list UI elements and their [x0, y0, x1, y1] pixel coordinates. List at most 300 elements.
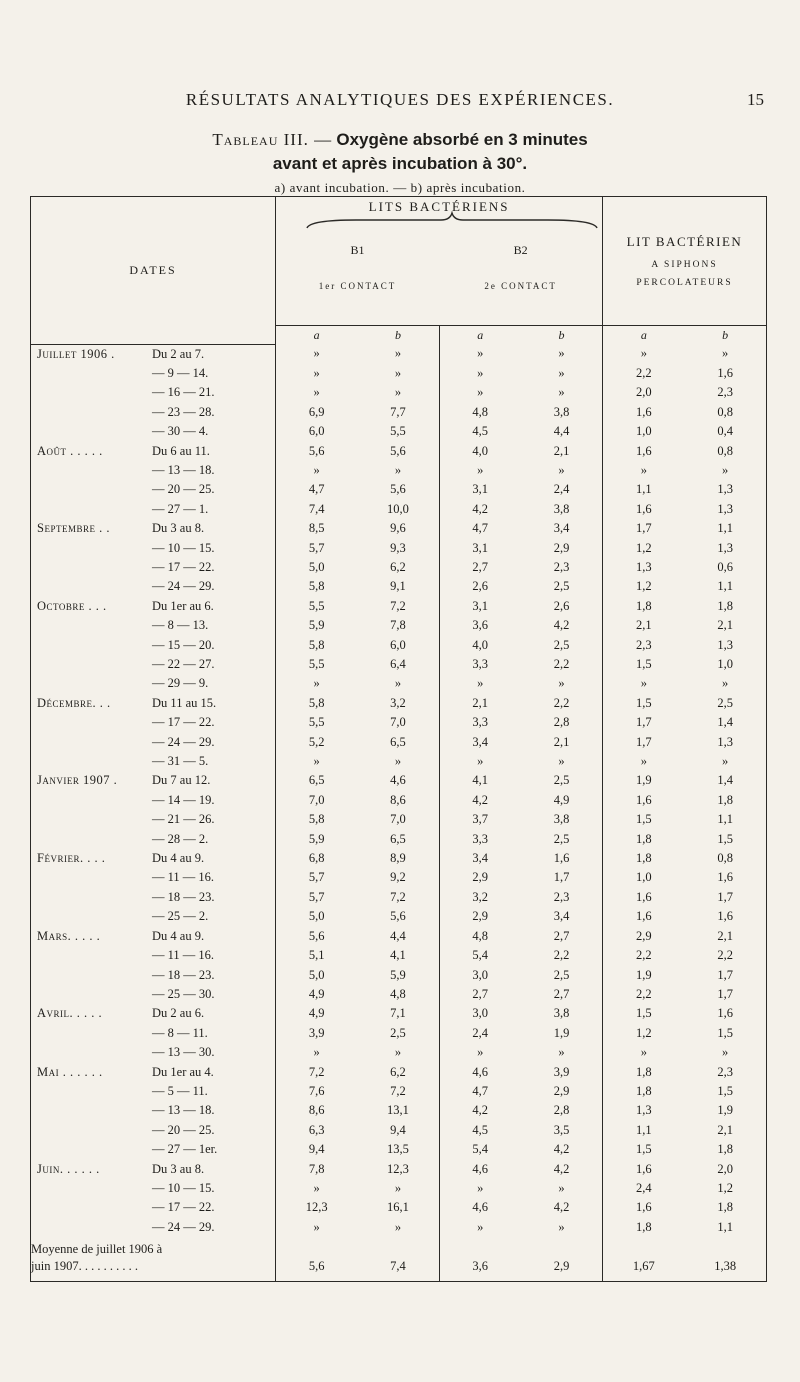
- value-b2-a: 3,4: [472, 734, 489, 749]
- value-b1-b: 9,1: [357, 577, 439, 596]
- value-b2-b: 2,8: [521, 1101, 603, 1120]
- value-b1-a: 5,5: [308, 598, 325, 613]
- month-label: Septembre . .: [37, 521, 110, 536]
- header-b2-sub: 2e CONTACT: [484, 281, 557, 291]
- value-b2-a: »: [477, 1045, 484, 1060]
- value-b1-a: 5,7: [308, 889, 325, 904]
- value-b2-a: 4,6: [472, 1200, 489, 1215]
- date-range: — 18 — 23.: [152, 967, 215, 982]
- average-label-line2: juin 1907. . . . . . . . . .: [31, 1259, 138, 1274]
- table-row: [31, 849, 767, 868]
- date-range: — 29 — 9.: [152, 676, 209, 691]
- table-row: [31, 539, 767, 558]
- date-range: — 17 — 22.: [152, 715, 215, 730]
- value-lit-a: 1,6: [636, 404, 652, 419]
- value-b2-b: 2,5: [521, 577, 603, 596]
- date-cell: [31, 1063, 276, 1082]
- value-b2-b: 2,9: [521, 1082, 603, 1101]
- value-b2-a: 3,3: [472, 831, 489, 846]
- table-row: [31, 1004, 767, 1023]
- date-range: — 13 — 18.: [152, 1103, 215, 1118]
- value-b2-a: »: [477, 462, 484, 477]
- table-row: [31, 616, 767, 635]
- value-lit-a: 2,1: [636, 618, 652, 633]
- date-cell: [31, 810, 276, 829]
- header-lit-sub2: PERCOLATEURS: [636, 278, 733, 288]
- value-b2-b: »: [521, 1043, 603, 1062]
- date-range: Du 11 au 15.: [152, 695, 217, 710]
- value-b2-a: 3,1: [472, 482, 489, 497]
- value-b1-b: 7,0: [357, 713, 439, 732]
- value-b2-b: 2,5: [521, 771, 603, 790]
- value-lit-a: 1,5: [636, 812, 652, 827]
- value-b1-a: 6,8: [308, 851, 325, 866]
- average-row: [31, 1237, 767, 1275]
- value-b2-b: 3,9: [521, 1063, 603, 1082]
- value-lit-a: 1,5: [636, 695, 652, 710]
- value-lit-b: 0,4: [684, 422, 766, 441]
- table-row: [31, 422, 767, 441]
- value-b1-a: 5,9: [308, 831, 325, 846]
- value-b1-b: 9,2: [357, 868, 439, 887]
- value-b2-a: 4,2: [472, 792, 489, 807]
- value-b1-b: 6,5: [357, 733, 439, 752]
- table-row: [31, 674, 767, 693]
- table-row: [31, 1024, 767, 1043]
- value-lit-a: 1,6: [636, 1161, 652, 1176]
- date-range: — 11 — 16.: [152, 948, 215, 963]
- value-b1-a: 5,2: [308, 734, 325, 749]
- results-table: [30, 196, 767, 1282]
- value-b2-b: 3,4: [521, 519, 603, 538]
- value-lit-a: 1,3: [636, 559, 652, 574]
- table-row: [31, 442, 767, 461]
- value-b1-a: 5,5: [308, 657, 325, 671]
- value-b2-a: 4,7: [472, 1083, 489, 1098]
- date-cell: [31, 888, 276, 907]
- date-cell: [31, 674, 276, 693]
- average-label: [31, 1237, 276, 1275]
- value-b1-a: 7,4: [308, 501, 325, 516]
- value-lit-b: 1,1: [684, 519, 766, 538]
- value-lit-b: 2,3: [684, 1063, 766, 1082]
- value-lit-b: 1,8: [684, 1198, 766, 1217]
- value-b2-b: 2,4: [521, 480, 603, 499]
- value-b2-a: 2,6: [472, 579, 489, 594]
- value-lit-a: 2,0: [636, 385, 652, 400]
- value-lit-b: 0,6: [684, 558, 766, 577]
- date-cell: [31, 771, 276, 790]
- value-b1-a: »: [313, 676, 320, 691]
- value-b2-b: »: [521, 752, 603, 771]
- value-b1-a: »: [313, 1045, 320, 1060]
- date-cell: [31, 791, 276, 810]
- value-lit-a: 1,3: [636, 1103, 652, 1118]
- date-cell: [31, 636, 276, 655]
- value-b1-b: »: [357, 461, 439, 480]
- value-b2-a: 2,7: [472, 986, 489, 1001]
- date-range: — 11 — 16.: [152, 870, 215, 885]
- date-range: — 23 — 28.: [152, 404, 215, 419]
- value-lit-a: 1,0: [636, 870, 652, 885]
- value-b2-a: 3,4: [472, 851, 489, 866]
- header-lits-bacteriens: [276, 197, 603, 326]
- value-b2-a: 2,1: [472, 695, 489, 710]
- value-b2-b: 3,5: [521, 1121, 603, 1140]
- value-b1-a: »: [313, 754, 320, 769]
- value-lit-a: 1,2: [636, 1025, 652, 1040]
- date-range: — 10 — 15.: [152, 540, 215, 555]
- value-lit-a: 1,9: [636, 967, 652, 982]
- value-b1-a: »: [313, 1180, 320, 1195]
- value-lit-a: 2,2: [636, 948, 652, 963]
- date-cell: [31, 344, 276, 364]
- month-label: Février. . . .: [37, 851, 106, 866]
- value-lit-a: 1,9: [636, 773, 652, 788]
- value-lit-b: 1,4: [684, 771, 766, 790]
- value-b2-a: »: [477, 1219, 484, 1234]
- value-b2-b: 2,2: [521, 694, 603, 713]
- value-lit-b: 1,3: [684, 539, 766, 558]
- value-lit-a: 1,7: [636, 734, 652, 749]
- month-label: Juillet 1906 .: [37, 346, 115, 361]
- table-row: [31, 752, 767, 771]
- value-b1-b: »: [357, 752, 439, 771]
- value-lit-b: 1,3: [684, 480, 766, 499]
- value-lit-a: 1,6: [636, 1200, 652, 1215]
- table-row: [31, 558, 767, 577]
- table-row: [31, 810, 767, 829]
- table-row: [31, 636, 767, 655]
- value-lit-a: 1,6: [636, 443, 652, 458]
- value-lit-a: 1,8: [636, 851, 652, 866]
- table-row: [31, 771, 767, 790]
- value-lit-b: 1,6: [684, 364, 766, 383]
- table-row: [31, 985, 767, 1004]
- average-lit-b: 1,38: [684, 1237, 766, 1275]
- subheader-b1-b: b: [357, 326, 439, 345]
- value-b1-a: 3,9: [308, 1025, 325, 1040]
- date-cell: [31, 422, 276, 441]
- value-b1-b: 6,2: [357, 558, 439, 577]
- value-lit-a: 2,4: [636, 1180, 652, 1195]
- date-cell: [31, 655, 276, 674]
- value-b2-a: 2,7: [472, 559, 489, 574]
- value-b1-b: 5,6: [357, 442, 439, 461]
- value-b1-b: 8,6: [357, 791, 439, 810]
- value-b1-b: 6,5: [357, 830, 439, 849]
- value-b1-b: 6,0: [357, 636, 439, 655]
- value-lit-a: 1,0: [636, 424, 652, 439]
- value-b2-b: »: [521, 383, 603, 402]
- value-b2-b: 3,8: [521, 500, 603, 519]
- value-lit-a: 1,1: [636, 1122, 652, 1137]
- value-b1-b: 10,0: [357, 500, 439, 519]
- value-lit-a: »: [640, 346, 647, 361]
- value-lit-b: 1,5: [684, 1082, 766, 1101]
- running-title: RÉSULTATS ANALYTIQUES DES EXPÉRIENCES.: [185, 90, 615, 109]
- value-lit-b: »: [684, 674, 766, 693]
- value-b1-b: 16,1: [357, 1198, 439, 1217]
- value-b1-a: 4,9: [308, 986, 325, 1001]
- value-b2-b: 4,2: [521, 616, 603, 635]
- table-row: [31, 480, 767, 499]
- value-b2-b: 4,2: [521, 1140, 603, 1159]
- value-lit-a: 1,8: [636, 598, 652, 613]
- value-b1-b: 9,6: [357, 519, 439, 538]
- value-b2-a: 3,6: [472, 618, 489, 633]
- value-b1-a: 7,6: [308, 1083, 325, 1098]
- value-lit-b: 1,8: [684, 791, 766, 810]
- date-cell: [31, 461, 276, 480]
- value-b1-a: 4,9: [308, 1006, 325, 1021]
- value-lit-a: 1,8: [636, 831, 652, 846]
- value-b1-b: 5,6: [357, 480, 439, 499]
- value-b2-a: 4,2: [472, 1103, 489, 1118]
- value-b2-a: 4,6: [472, 1161, 489, 1176]
- value-b2-b: 2,9: [521, 539, 603, 558]
- table-title-line1: Oxygène absorbé en 3 minutes: [336, 130, 588, 149]
- value-b2-a: »: [477, 346, 484, 361]
- table-row: [31, 1121, 767, 1140]
- value-lit-b: 1,1: [684, 1218, 766, 1237]
- value-b2-a: 4,0: [472, 443, 489, 458]
- value-b2-a: 3,3: [472, 715, 489, 730]
- value-b1-b: 4,4: [357, 927, 439, 946]
- value-b2-a: »: [477, 754, 484, 769]
- value-b1-a: 8,5: [308, 521, 325, 536]
- date-range: Du 1er au 4.: [152, 1064, 214, 1079]
- value-b1-a: 5,0: [308, 909, 325, 924]
- value-b1-a: 8,6: [308, 1103, 325, 1118]
- value-b1-a: 5,8: [308, 579, 325, 594]
- table-row: [31, 500, 767, 519]
- value-b2-b: 2,6: [521, 597, 603, 616]
- date-range: Du 1er au 6.: [152, 598, 214, 613]
- value-lit-a: 1,8: [636, 1219, 652, 1234]
- date-cell: [31, 733, 276, 752]
- month-label: Janvier 1907 .: [37, 773, 118, 788]
- value-b1-b: 7,2: [357, 597, 439, 616]
- value-b1-a: 5,7: [308, 540, 325, 555]
- value-lit-b: 1,3: [684, 733, 766, 752]
- value-lit-b: 1,6: [684, 907, 766, 926]
- value-b2-b: 2,3: [521, 558, 603, 577]
- value-b1-a: »: [313, 365, 320, 380]
- value-b1-b: 13,1: [357, 1101, 439, 1120]
- table-row: [31, 713, 767, 732]
- header-lit-sub1: A SIPHONS: [651, 260, 718, 270]
- value-b1-a: 6,3: [308, 1122, 325, 1137]
- date-range: Du 3 au 8.: [152, 1161, 205, 1176]
- date-range: — 15 — 20.: [152, 637, 215, 652]
- date-range: — 18 — 23.: [152, 889, 215, 904]
- date-range: — 31 — 5.: [152, 754, 209, 769]
- table-row: [31, 1179, 767, 1198]
- value-lit-a: 2,2: [636, 986, 652, 1001]
- date-cell: [31, 1082, 276, 1101]
- date-range: — 20 — 25.: [152, 1122, 215, 1137]
- value-b2-b: 2,5: [521, 966, 603, 985]
- average-lit-a: 1,67: [632, 1259, 655, 1274]
- table-row: [31, 1140, 767, 1159]
- table-row: [31, 383, 767, 402]
- value-lit-b: 1,8: [684, 597, 766, 616]
- value-lit-b: 1,0: [684, 655, 766, 674]
- table-caption: [0, 130, 800, 196]
- header-b1-sub: 1er CONTACT: [318, 281, 397, 291]
- table-row: [31, 1043, 767, 1062]
- value-b2-b: 3,8: [521, 403, 603, 422]
- month-label: Août . . . . .: [37, 443, 103, 458]
- value-b2-a: »: [477, 385, 484, 400]
- value-b2-a: 3,0: [472, 1006, 489, 1021]
- value-b2-b: »: [521, 461, 603, 480]
- value-b1-b: »: [357, 1179, 439, 1198]
- value-lit-b: 1,7: [684, 985, 766, 1004]
- value-b1-a: »: [313, 462, 320, 477]
- value-b1-b: 3,2: [357, 694, 439, 713]
- value-b1-a: 7,0: [308, 792, 325, 807]
- value-b2-b: »: [521, 674, 603, 693]
- header-lits-title: LITS BACTÉRIENS: [368, 199, 510, 214]
- value-b1-b: 4,6: [357, 771, 439, 790]
- value-b1-b: 7,0: [357, 810, 439, 829]
- value-b2-a: 4,1: [472, 773, 489, 788]
- value-b2-a: 4,8: [472, 404, 489, 419]
- date-range: — 5 — 11.: [152, 1083, 208, 1098]
- value-lit-a: »: [640, 754, 647, 769]
- value-lit-b: 1,4: [684, 713, 766, 732]
- value-lit-b: 0,8: [684, 849, 766, 868]
- value-lit-b: 1,7: [684, 966, 766, 985]
- value-b2-a: 2,4: [472, 1025, 489, 1040]
- table-row: [31, 461, 767, 480]
- subheader-lit-a: a: [603, 326, 685, 345]
- value-lit-a: »: [640, 1045, 647, 1060]
- value-b1-a: 5,7: [308, 870, 325, 885]
- table-row: [31, 403, 767, 422]
- table-row: [31, 791, 767, 810]
- value-lit-b: 1,1: [684, 810, 766, 829]
- value-lit-a: 2,3: [636, 637, 652, 652]
- value-b1-b: 6,4: [357, 655, 439, 674]
- table-row: [31, 830, 767, 849]
- value-b1-b: 6,2: [357, 1063, 439, 1082]
- date-range: Du 2 au 7.: [152, 346, 205, 361]
- date-cell: [31, 966, 276, 985]
- value-b2-b: 2,2: [521, 946, 603, 965]
- date-cell: [31, 1160, 276, 1179]
- table-row: [31, 364, 767, 383]
- date-range: Du 4 au 9.: [152, 851, 205, 866]
- value-b1-b: 7,7: [357, 403, 439, 422]
- date-range: — 16 — 21.: [152, 385, 215, 400]
- table-row: [31, 1198, 767, 1217]
- value-b2-b: 2,1: [521, 442, 603, 461]
- value-lit-b: 1,8: [684, 1140, 766, 1159]
- value-b1-b: 12,3: [357, 1160, 439, 1179]
- date-cell: [31, 830, 276, 849]
- date-cell: [31, 694, 276, 713]
- value-lit-b: 2,5: [684, 694, 766, 713]
- value-b2-a: 4,5: [472, 1122, 489, 1137]
- value-b2-a: 4,7: [472, 521, 489, 536]
- date-cell: [31, 539, 276, 558]
- value-b1-a: 5,0: [308, 967, 325, 982]
- value-lit-a: 1,6: [636, 792, 652, 807]
- average-b2-a: 3,6: [472, 1259, 489, 1274]
- table-row: [31, 927, 767, 946]
- value-b2-a: 5,4: [472, 1142, 489, 1157]
- value-b1-b: 4,1: [357, 946, 439, 965]
- value-lit-a: 1,7: [636, 715, 652, 730]
- month-label: Octobre . . .: [37, 598, 107, 613]
- date-range: Du 3 au 8.: [152, 521, 205, 536]
- value-b2-a: 4,8: [472, 928, 489, 943]
- value-b2-a: 3,2: [472, 889, 489, 904]
- value-b2-b: 2,2: [521, 655, 603, 674]
- value-b1-a: 9,4: [308, 1142, 325, 1157]
- value-lit-b: 1,9: [684, 1101, 766, 1120]
- value-lit-a: »: [640, 676, 647, 691]
- value-lit-b: 1,7: [684, 888, 766, 907]
- table-subtitle: a) avant incubation. — b) après incubation.: [274, 180, 526, 195]
- table-row: [31, 1082, 767, 1101]
- value-b2-a: »: [477, 676, 484, 691]
- month-label: Décembre. . .: [37, 695, 111, 710]
- value-b1-a: 6,5: [308, 773, 325, 788]
- date-cell: [31, 713, 276, 732]
- value-b1-b: »: [357, 674, 439, 693]
- value-lit-b: 1,3: [684, 500, 766, 519]
- value-b1-b: 5,5: [357, 422, 439, 441]
- date-cell: [31, 1198, 276, 1217]
- value-b2-b: »: [521, 364, 603, 383]
- value-b1-a: 5,0: [308, 559, 325, 574]
- value-b2-b: »: [521, 344, 603, 364]
- average-b1-a: 5,6: [308, 1259, 325, 1274]
- date-cell: [31, 403, 276, 422]
- value-b1-b: 7,8: [357, 616, 439, 635]
- date-cell: [31, 907, 276, 926]
- date-range: — 13 — 30.: [152, 1045, 215, 1060]
- date-range: — 20 — 25.: [152, 482, 215, 497]
- date-range: — 13 — 18.: [152, 462, 215, 477]
- value-lit-b: 2,1: [684, 1121, 766, 1140]
- subheader-lit-b: b: [684, 326, 766, 345]
- value-b2-a: 4,6: [472, 1064, 489, 1079]
- value-lit-b: 1,6: [684, 868, 766, 887]
- value-b2-b: 1,9: [521, 1024, 603, 1043]
- value-b1-b: »: [357, 1043, 439, 1062]
- value-b1-b: »: [357, 383, 439, 402]
- value-b2-b: 1,6: [521, 849, 603, 868]
- date-range: — 30 — 4.: [152, 424, 209, 439]
- date-range: — 17 — 22.: [152, 559, 215, 574]
- date-range: — 22 — 27.: [152, 657, 215, 671]
- value-b1-b: 4,8: [357, 985, 439, 1004]
- value-b1-a: 5,8: [308, 812, 325, 827]
- value-lit-a: 1,7: [636, 521, 652, 536]
- value-b1-a: 5,5: [308, 715, 325, 730]
- value-lit-a: 2,2: [636, 365, 652, 380]
- table-row: [31, 1218, 767, 1237]
- value-lit-a: 1,1: [636, 482, 652, 497]
- value-lit-b: »: [684, 1043, 766, 1062]
- value-lit-b: 2,0: [684, 1160, 766, 1179]
- value-b1-b: 5,9: [357, 966, 439, 985]
